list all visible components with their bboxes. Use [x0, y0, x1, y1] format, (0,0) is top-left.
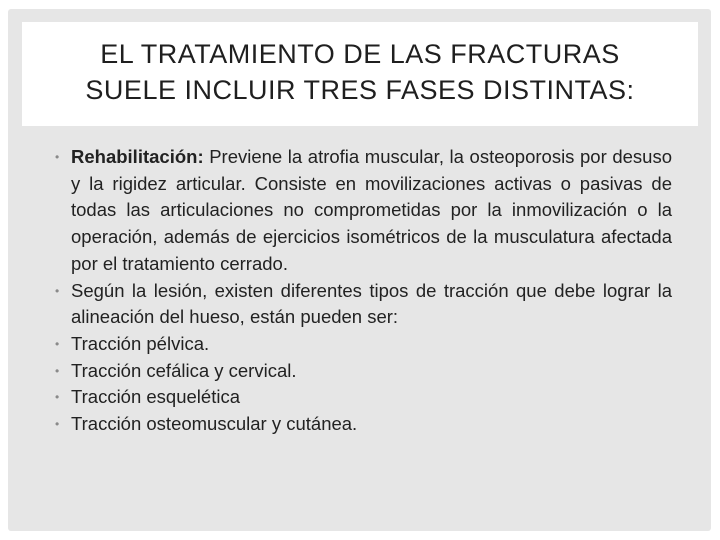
bullet-item-traccion-esqueletica [50, 384, 672, 411]
bullet-item-traccion-pelvica [50, 331, 672, 358]
bullet-dot-icon: • [55, 336, 60, 351]
bullet-item-text: Según la lesión, existen diferentes tipos de tracción que debe lograr la alineación del hueso, están pueden ser: [71, 279, 672, 328]
bullet-list [50, 144, 672, 438]
bullet-item-bold-label: Rehabilitación: [71, 146, 204, 167]
bullet-dot-icon: • [55, 363, 60, 378]
bullet-item-traccion-osteomuscular [50, 411, 672, 438]
bullet-item-text: Tracción cefálica y cervical. [71, 359, 297, 381]
bullet-dot-icon: • [55, 417, 60, 432]
slide-title-line-2: SUELE INCLUIR TRES FASES DISTINTAS: [85, 75, 635, 105]
bullet-item-tipos-traccion [50, 278, 672, 331]
slide-title [22, 36, 698, 108]
bullet-item-text: Previene la atrofia muscular, la osteoporosis por desuso y la rigidez articular. Consiste en movilizaciones activas o pasivas de todas las articulaciones no comprometidas por la inmovilización o la operación, además de ejercicios isométricos de la musculatura afectada por el tratamiento cerrado. [71, 146, 672, 274]
slide-content [50, 144, 672, 438]
title-box [22, 22, 698, 126]
bullet-item-text: Tracción pélvica. [71, 332, 210, 354]
bullet-dot-icon: • [55, 283, 60, 298]
slide-title-line-1: EL TRATAMIENTO DE LAS FRACTURAS [100, 39, 620, 69]
bullet-item-text: Tracción esquelética [71, 386, 240, 408]
bullet-item-rehabilitacion [50, 144, 672, 278]
bullet-dot-icon: • [55, 150, 60, 164]
bullet-dot-icon: • [55, 390, 60, 405]
bullet-item-traccion-cefalica [50, 358, 672, 385]
bullet-item-text: Tracción osteomuscular y cutánea. [71, 413, 358, 435]
